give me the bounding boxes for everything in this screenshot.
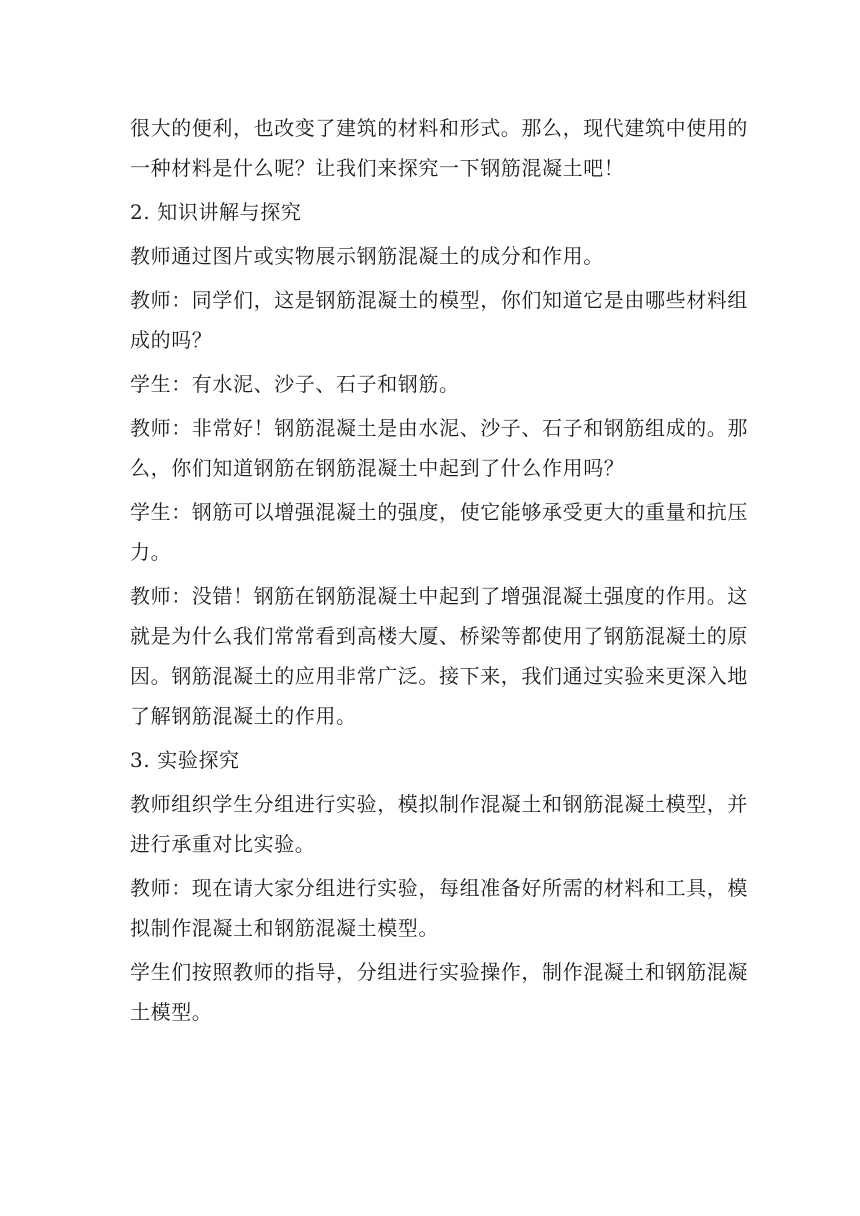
text-line: 很大的便利，也改变了建筑的材料和形式。那么，现代建筑中使用的: [130, 116, 748, 140]
text-line: 学生：有水泥、沙子、石子和钢筋。: [130, 372, 460, 396]
text-line: 么，你们知道钢筋在钢筋混凝土中起到了什么作用吗？: [130, 456, 625, 480]
paragraph: [130, 280, 748, 360]
text-line: 学生：钢筋可以增强混凝土的强度，使它能够承受更大的重量和抗压: [130, 500, 748, 524]
paragraph: [130, 236, 733, 276]
text-line: 教师：非常好！钢筋混凝土是由水泥、沙子、石子和钢筋组成的。那: [130, 416, 748, 440]
text-line: 力。: [130, 540, 172, 564]
paragraph: [130, 192, 733, 232]
paragraph: [130, 784, 748, 864]
text-line: 土模型。: [130, 1000, 213, 1024]
text-line: 了解钢筋混凝土的作用。: [130, 704, 357, 728]
document-body: [130, 108, 748, 1036]
text-line: 就是为什么我们常常看到高楼大厦、桥梁等都使用了钢筋混凝土的原: [130, 624, 748, 648]
paragraph: [130, 952, 748, 1032]
text-line: 教师：没错！钢筋在钢筋混凝土中起到了增强混凝土强度的作用。这: [130, 584, 748, 608]
text-line: 教师通过图片或实物展示钢筋混凝土的成分和作用。: [130, 244, 604, 268]
text-line: 教师：同学们，这是钢筋混凝土的模型，你们知道它是由哪些材料组: [130, 288, 748, 312]
text-line: 学生们按照教师的指导，分组进行实验操作，制作混凝土和钢筋混凝: [130, 960, 748, 984]
paragraph: [130, 740, 733, 780]
text-line: 因。钢筋混凝土的应用非常广泛。接下来，我们通过实验来更深入地: [130, 664, 748, 688]
paragraph: [130, 408, 748, 488]
text-line: 进行承重对比实验。: [130, 832, 316, 856]
text-line: 一种材料是什么呢？让我们来探究一下钢筋混凝土吧！: [130, 156, 625, 180]
text-line: 3. 实验探究: [130, 748, 240, 772]
paragraph: [130, 364, 733, 404]
text-line: 拟制作混凝土和钢筋混凝土模型。: [130, 916, 439, 940]
paragraph: [130, 868, 748, 948]
paragraph: [130, 576, 748, 736]
text-line: 2. 知识讲解与探究: [130, 200, 302, 224]
text-line: 教师：现在请大家分组进行实验，每组准备好所需的材料和工具，模: [130, 876, 748, 900]
text-line: 教师组织学生分组进行实验，模拟制作混凝土和钢筋混凝土模型，并: [130, 792, 748, 816]
paragraph: [130, 492, 748, 572]
text-line: 成的吗？: [130, 328, 213, 352]
paragraph: [130, 108, 748, 188]
